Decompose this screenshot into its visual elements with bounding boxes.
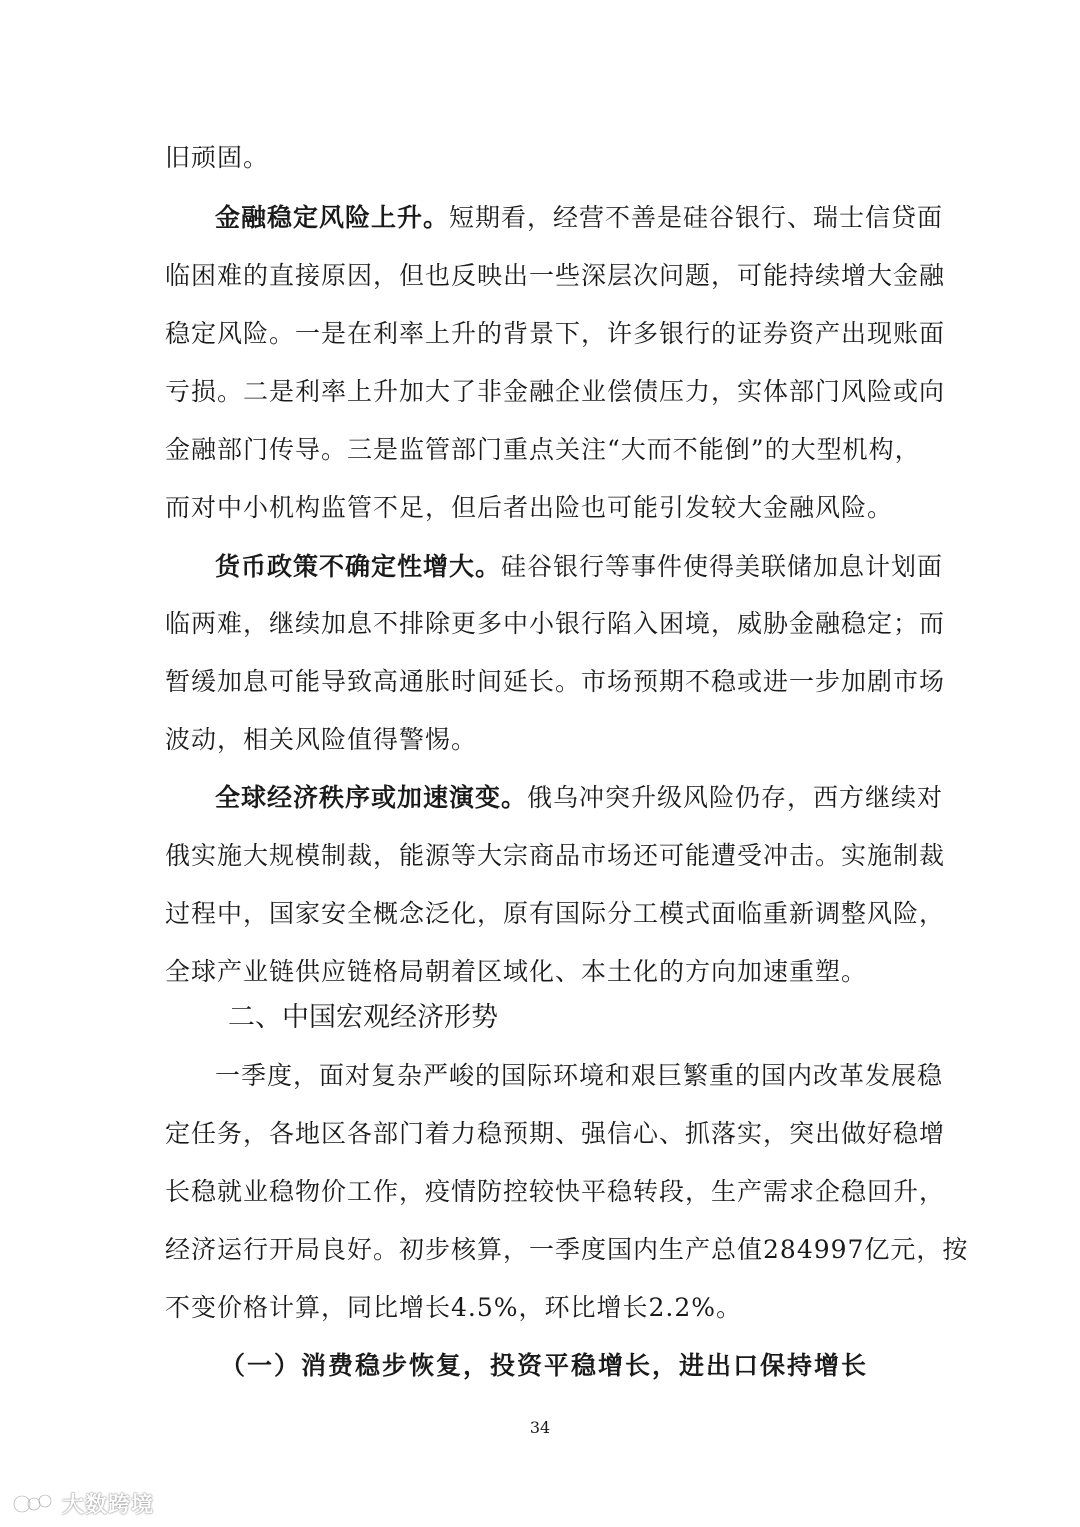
paragraph-line: 稳定风险。一是在利率上升的背景下，许多银行的证券资产出现账面 bbox=[165, 319, 946, 348]
paragraph-line: 金融部门传导。三是监管部门重点关注“大而不能倒”的大型机构， bbox=[165, 435, 921, 464]
paragraph-text: 硅谷银行等事件使得美联储加息计划面 bbox=[501, 552, 944, 581]
paragraph-line: 亏损。二是利率上升加大了非金融企业偿债压力，实体部门风险或向 bbox=[165, 377, 946, 406]
paragraph-line: 全球产业链供应链格局朝着区域化、本土化的方向加速重塑。 bbox=[165, 957, 868, 986]
paragraph-line: 经济运行开局良好。初步核算，一季度国内生产总值284997亿元，按 bbox=[165, 1235, 969, 1264]
paragraph-first-line bbox=[215, 778, 944, 818]
paragraph-line: 过程中，国家安全概念泛化，原有国际分工模式面临重新调整风险， bbox=[165, 899, 946, 928]
watermark-text: 大数跨境 bbox=[62, 1492, 155, 1518]
paragraph-line: 不变价格计算，同比增长4.5%，环比增长2.2%。 bbox=[165, 1293, 743, 1322]
paragraph-line: 定任务，各地区各部门着力稳预期、强信心、抓落实，突出做好稳增 bbox=[165, 1119, 946, 1148]
paragraph-first-line: 一季度，面对复杂严峻的国际环境和艰巨繁重的国内改革发展稳 bbox=[215, 1061, 944, 1090]
paragraph-lead: 全球经济秩序或加速演变。 bbox=[215, 783, 528, 812]
paragraph-lead: 货币政策不确定性增大。 bbox=[215, 552, 502, 581]
watermark bbox=[12, 1488, 154, 1518]
paragraph-text: 短期看，经营不善是硅谷银行、瑞士信贷面 bbox=[449, 203, 944, 232]
paragraph-line: 旧顽固。 bbox=[165, 143, 270, 172]
paragraph-lead: 金融稳定风险上升。 bbox=[215, 203, 450, 232]
paragraph-line: 而对中小机构监管不足，但后者出险也可能引发较大金融风险。 bbox=[165, 493, 894, 522]
logo-icon bbox=[12, 1490, 56, 1516]
paragraph-first-line bbox=[215, 198, 944, 238]
paragraph-line: 临两难，继续加息不排除更多中小银行陷入困境，威胁金融稳定；而 bbox=[165, 609, 946, 638]
subsection-heading: （一）消费稳步恢复，投资平稳增长，进出口保持增长 bbox=[220, 1351, 869, 1380]
paragraph-line: 临困难的直接原因，但也反映出一些深层次问题，可能持续增大金融 bbox=[165, 261, 946, 290]
paragraph-line: 波动，相关风险值得警惕。 bbox=[165, 725, 478, 754]
paragraph-line: 暂缓加息可能导致高通胀时间延长。市场预期不稳或进一步加剧市场 bbox=[165, 667, 946, 696]
page-number: 34 bbox=[529, 1418, 551, 1437]
paragraph-line: 俄实施大规模制裁，能源等大宗商品市场还可能遭受冲击。实施制裁 bbox=[165, 841, 946, 870]
paragraph-first-line bbox=[215, 547, 944, 587]
paragraph-text: 俄乌冲突升级风险仍存，西方继续对 bbox=[527, 783, 944, 812]
section-heading: 二、中国宏观经济形势 bbox=[228, 1002, 498, 1033]
paragraph-line: 长稳就业稳物价工作，疫情防控较快平稳转段，生产需求企稳回升， bbox=[165, 1177, 946, 1206]
